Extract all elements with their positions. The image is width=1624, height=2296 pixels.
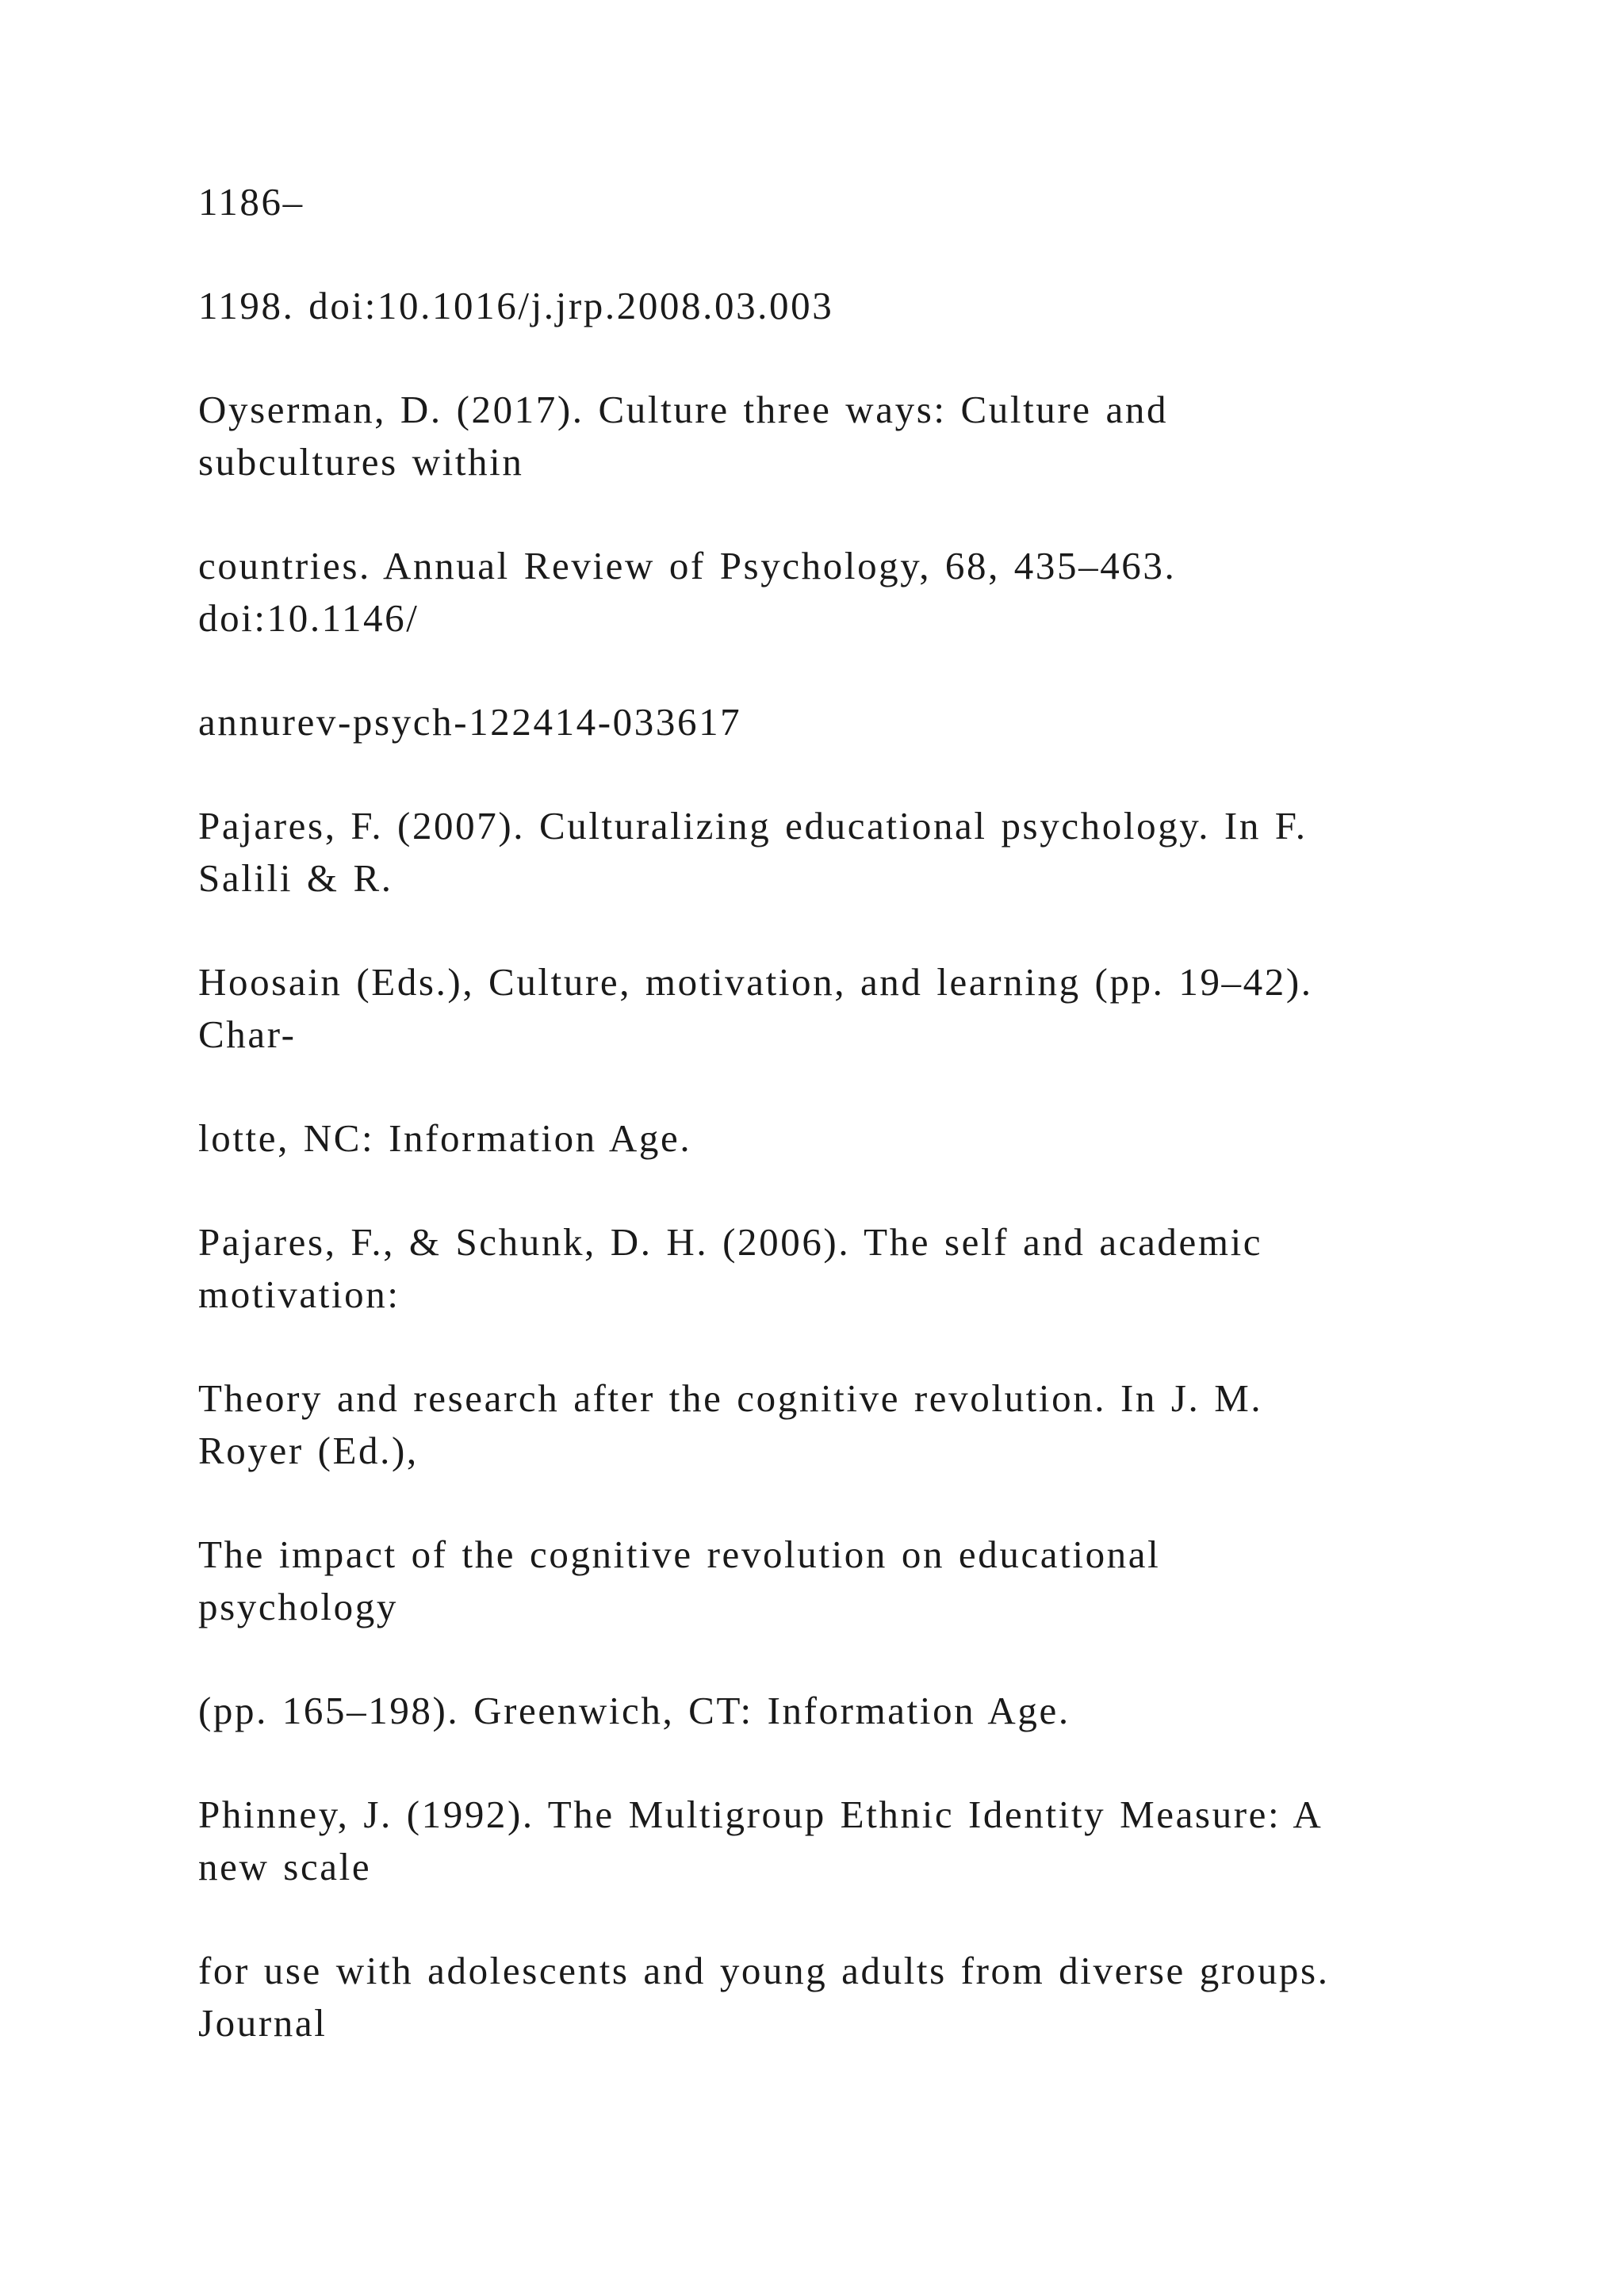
text-line: Salili & R.	[198, 856, 393, 900]
text-line: psychology	[198, 1585, 398, 1628]
reference-paragraph	[198, 1789, 1435, 1893]
text-line: motivation:	[198, 1272, 400, 1316]
reference-paragraph	[198, 1216, 1435, 1321]
reference-paragraph	[198, 176, 1435, 228]
text-line: 1198. doi:10.1016/j.jrp.2008.03.003	[198, 284, 834, 327]
reference-paragraph	[198, 1112, 1435, 1165]
reference-paragraph	[198, 1685, 1435, 1737]
text-line: countries. Annual Review of Psychology, 68, 435–463.	[198, 544, 1177, 587]
text-line: Theory and research after the cognitive revolution. In J. M.	[198, 1376, 1263, 1420]
reference-paragraph	[198, 956, 1435, 1061]
text-line: subcultures within	[198, 440, 524, 484]
reference-paragraph	[198, 696, 1435, 748]
text-line: for use with adolescents and young adults from diverse groups.	[198, 1949, 1330, 1992]
text-line: Royer (Ed.),	[198, 1429, 419, 1472]
reference-paragraph	[198, 1529, 1435, 1633]
text-line: Pajares, F., & Schunk, D. H. (2006). The self and academic	[198, 1220, 1263, 1264]
reference-list	[198, 176, 1435, 2101]
text-line: The impact of the cognitive revolution on educational	[198, 1533, 1161, 1576]
text-line: Journal	[198, 2001, 327, 2045]
reference-paragraph	[198, 1372, 1435, 1477]
text-line: (pp. 165–198). Greenwich, CT: Information Age.	[198, 1689, 1071, 1732]
reference-paragraph	[198, 800, 1435, 905]
text-line: doi:10.1146/	[198, 596, 419, 640]
text-line: new scale	[198, 1845, 372, 1888]
reference-paragraph	[198, 384, 1435, 488]
text-line: annurev-psych-122414-033617	[198, 700, 742, 744]
text-line: Hoosain (Eds.), Culture, motivation, and learning (pp. 19–42).	[198, 960, 1313, 1004]
text-line: Oyserman, D. (2017). Culture three ways: Culture and	[198, 388, 1169, 431]
reference-paragraph	[198, 540, 1435, 645]
text-line: lotte, NC: Information Age.	[198, 1116, 692, 1160]
reference-paragraph	[198, 280, 1435, 332]
text-line: Pajares, F. (2007). Culturalizing educational psychology. In F.	[198, 804, 1308, 848]
text-line: Char-	[198, 1012, 297, 1056]
text-line: 1186–	[198, 180, 304, 224]
reference-paragraph	[198, 1945, 1435, 2049]
text-line: Phinney, J. (1992). The Multigroup Ethnic Identity Measure: A	[198, 1793, 1323, 1836]
